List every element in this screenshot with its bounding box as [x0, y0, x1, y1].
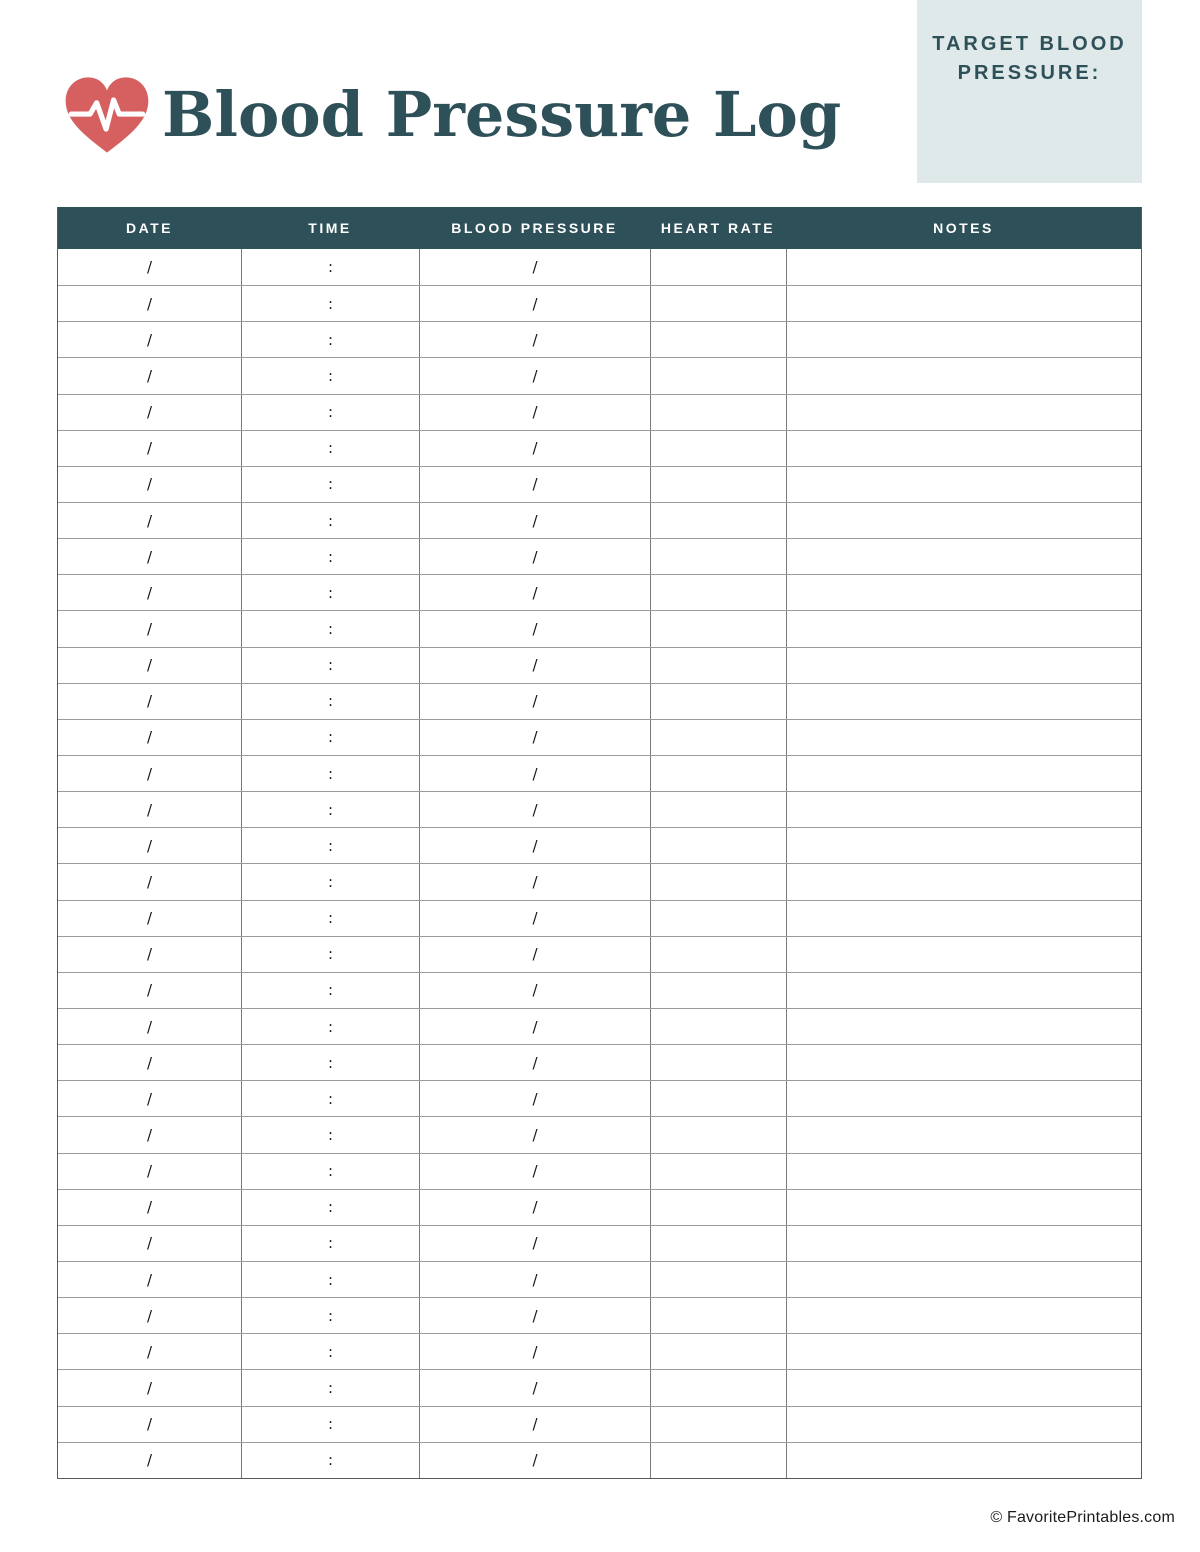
- date-cell: /: [146, 1017, 153, 1036]
- notes-cell: [786, 684, 1141, 719]
- table-row: [58, 1116, 1141, 1152]
- column-header-time: TIME: [308, 220, 352, 236]
- date-cell: /: [146, 945, 153, 964]
- notes-cell: [786, 1262, 1141, 1297]
- heart-rate-cell: [650, 1370, 786, 1405]
- time-cell: :: [241, 358, 419, 393]
- blood-pressure-cell: /: [419, 973, 650, 1008]
- table-row: [58, 1153, 1141, 1189]
- notes-cell: [786, 1226, 1141, 1261]
- blood-pressure-cell: /: [419, 539, 650, 574]
- date-cell: /: [146, 439, 153, 458]
- heart-rate-cell: [650, 792, 786, 827]
- column-header-heart-rate: HEART RATE: [660, 220, 776, 236]
- notes-cell: [786, 937, 1141, 972]
- heart-rate-cell: [650, 1407, 786, 1442]
- blood-pressure-cell: /: [419, 901, 650, 936]
- heart-rate-cell: [650, 1117, 786, 1152]
- table-row: [58, 1333, 1141, 1369]
- blood-pressure-cell: /: [419, 1334, 650, 1369]
- date-cell: /: [146, 1415, 153, 1434]
- table-row: [58, 900, 1141, 936]
- heart-rate-cell: [650, 431, 786, 466]
- date-cell: /: [146, 511, 153, 530]
- table-row: [58, 1044, 1141, 1080]
- column-header-notes: NOTES: [933, 220, 994, 236]
- table-row: [58, 1297, 1141, 1333]
- notes-cell: [786, 1407, 1141, 1442]
- heart-rate-cell: [650, 575, 786, 610]
- time-cell: :: [241, 1081, 419, 1116]
- time-cell: :: [241, 395, 419, 430]
- target-blood-pressure-box: [917, 0, 1142, 183]
- date-cell: /: [146, 1306, 153, 1325]
- heart-rate-cell: [650, 1190, 786, 1225]
- notes-cell: [786, 792, 1141, 827]
- heart-rate-cell: [650, 684, 786, 719]
- date-cell: /: [146, 583, 153, 602]
- notes-cell: [786, 720, 1141, 755]
- table-row: [58, 683, 1141, 719]
- blood-pressure-cell: /: [419, 828, 650, 863]
- heart-rate-cell: [650, 1226, 786, 1261]
- table-row: [58, 1008, 1141, 1044]
- time-cell: :: [241, 973, 419, 1008]
- heart-rate-cell: [650, 322, 786, 357]
- heart-rate-cell: [650, 756, 786, 791]
- date-cell: /: [146, 294, 153, 313]
- date-cell: /: [146, 728, 153, 747]
- blood-pressure-cell: /: [419, 395, 650, 430]
- heart-pulse-icon: [60, 72, 154, 158]
- date-cell: /: [146, 836, 153, 855]
- notes-cell: [786, 901, 1141, 936]
- notes-cell: [786, 828, 1141, 863]
- date-cell: /: [146, 1053, 153, 1072]
- blood-pressure-cell: /: [419, 1262, 650, 1297]
- heart-rate-cell: [650, 901, 786, 936]
- time-cell: :: [241, 1334, 419, 1369]
- notes-cell: [786, 1334, 1141, 1369]
- notes-cell: [786, 1009, 1141, 1044]
- time-cell: :: [241, 322, 419, 357]
- copyright-text: © FavoritePrintables.com: [990, 1509, 1175, 1526]
- table-row: [58, 791, 1141, 827]
- table-row: [58, 936, 1141, 972]
- table-row: [58, 863, 1141, 899]
- time-cell: :: [241, 901, 419, 936]
- date-cell: /: [146, 1270, 153, 1289]
- column-header-date: DATE: [125, 220, 174, 236]
- heart-rate-cell: [650, 1081, 786, 1116]
- blood-pressure-cell: /: [419, 756, 650, 791]
- table-header-row: [58, 207, 1141, 249]
- time-cell: :: [241, 1298, 419, 1333]
- notes-cell: [786, 864, 1141, 899]
- time-cell: :: [241, 1045, 419, 1080]
- time-cell: :: [241, 1154, 419, 1189]
- heart-rate-cell: [650, 611, 786, 646]
- brand-header: [60, 72, 841, 158]
- time-cell: :: [241, 720, 419, 755]
- blood-pressure-cell: /: [419, 864, 650, 899]
- time-cell: :: [241, 937, 419, 972]
- heart-rate-cell: [650, 539, 786, 574]
- date-cell: /: [146, 1451, 153, 1470]
- blood-pressure-cell: /: [419, 467, 650, 502]
- date-cell: /: [146, 1234, 153, 1253]
- date-cell: /: [146, 1342, 153, 1361]
- column-header-blood-pressure: BLOOD PRESSURE: [451, 220, 618, 236]
- date-cell: /: [146, 258, 153, 277]
- blood-pressure-cell: /: [419, 1154, 650, 1189]
- blood-pressure-cell: /: [419, 1190, 650, 1225]
- table-body: [58, 249, 1141, 1478]
- heart-rate-cell: [650, 1298, 786, 1333]
- notes-cell: [786, 249, 1141, 285]
- notes-cell: [786, 575, 1141, 610]
- date-cell: /: [146, 330, 153, 349]
- table-row: [58, 1225, 1141, 1261]
- notes-cell: [786, 1370, 1141, 1405]
- notes-cell: [786, 286, 1141, 321]
- heart-rate-cell: [650, 828, 786, 863]
- blood-pressure-cell: /: [419, 648, 650, 683]
- notes-cell: [786, 539, 1141, 574]
- heart-rate-cell: [650, 1009, 786, 1044]
- date-cell: /: [146, 547, 153, 566]
- blood-pressure-cell: /: [419, 286, 650, 321]
- table-row: [58, 321, 1141, 357]
- table-row: [58, 1442, 1141, 1478]
- table-row: [58, 1189, 1141, 1225]
- table-row: [58, 1369, 1141, 1405]
- table-row: [58, 502, 1141, 538]
- time-cell: :: [241, 792, 419, 827]
- table-row: [58, 972, 1141, 1008]
- time-cell: :: [241, 1190, 419, 1225]
- table-row: [58, 538, 1141, 574]
- table-row: [58, 357, 1141, 393]
- blood-pressure-cell: /: [419, 1298, 650, 1333]
- time-cell: :: [241, 431, 419, 466]
- date-cell: /: [146, 872, 153, 891]
- time-cell: :: [241, 1443, 419, 1478]
- heart-rate-cell: [650, 864, 786, 899]
- notes-cell: [786, 467, 1141, 502]
- table-row: [58, 394, 1141, 430]
- table-row: [58, 1406, 1141, 1442]
- table-row: [58, 249, 1141, 285]
- time-cell: :: [241, 1117, 419, 1152]
- table-row: [58, 285, 1141, 321]
- time-cell: :: [241, 503, 419, 538]
- time-cell: :: [241, 648, 419, 683]
- date-cell: /: [146, 656, 153, 675]
- table-row: [58, 1080, 1141, 1116]
- heart-rate-cell: [650, 720, 786, 755]
- date-cell: /: [146, 1198, 153, 1217]
- notes-cell: [786, 1117, 1141, 1152]
- blood-pressure-cell: /: [419, 1370, 650, 1405]
- notes-cell: [786, 1190, 1141, 1225]
- time-cell: :: [241, 539, 419, 574]
- heart-rate-cell: [650, 286, 786, 321]
- table-row: [58, 430, 1141, 466]
- heart-rate-cell: [650, 503, 786, 538]
- date-cell: /: [146, 1162, 153, 1181]
- bp-log-table: [57, 207, 1142, 1479]
- table-row: [58, 1261, 1141, 1297]
- blood-pressure-cell: /: [419, 1117, 650, 1152]
- date-cell: /: [146, 981, 153, 1000]
- table-row: [58, 827, 1141, 863]
- blood-pressure-cell: /: [419, 1045, 650, 1080]
- date-cell: /: [146, 909, 153, 928]
- heart-rate-cell: [650, 1045, 786, 1080]
- heart-rate-cell: [650, 1334, 786, 1369]
- time-cell: :: [241, 1009, 419, 1044]
- table-row: [58, 719, 1141, 755]
- notes-cell: [786, 1154, 1141, 1189]
- date-cell: /: [146, 1378, 153, 1397]
- heart-rate-cell: [650, 1262, 786, 1297]
- target-blood-pressure-label: TARGET BLOOD PRESSURE:: [932, 33, 1127, 84]
- heart-rate-cell: [650, 937, 786, 972]
- time-cell: :: [241, 1407, 419, 1442]
- blood-pressure-cell: /: [419, 503, 650, 538]
- time-cell: :: [241, 828, 419, 863]
- blood-pressure-cell: /: [419, 937, 650, 972]
- notes-cell: [786, 648, 1141, 683]
- notes-cell: [786, 1081, 1141, 1116]
- blood-pressure-cell: /: [419, 322, 650, 357]
- notes-cell: [786, 1045, 1141, 1080]
- notes-cell: [786, 358, 1141, 393]
- blood-pressure-cell: /: [419, 1009, 650, 1044]
- notes-cell: [786, 1298, 1141, 1333]
- date-cell: /: [146, 366, 153, 385]
- time-cell: :: [241, 684, 419, 719]
- time-cell: :: [241, 611, 419, 646]
- heart-rate-cell: [650, 1443, 786, 1478]
- blood-pressure-cell: /: [419, 792, 650, 827]
- heart-rate-cell: [650, 648, 786, 683]
- page-title: Blood Pressure Log: [162, 78, 842, 151]
- blood-pressure-cell: /: [419, 1443, 650, 1478]
- table-row: [58, 466, 1141, 502]
- heart-rate-cell: [650, 395, 786, 430]
- time-cell: :: [241, 864, 419, 899]
- time-cell: :: [241, 1370, 419, 1405]
- table-row: [58, 755, 1141, 791]
- notes-cell: [786, 431, 1141, 466]
- date-cell: /: [146, 619, 153, 638]
- time-cell: :: [241, 249, 419, 285]
- notes-cell: [786, 756, 1141, 791]
- heart-rate-cell: [650, 973, 786, 1008]
- date-cell: /: [146, 764, 153, 783]
- blood-pressure-cell: /: [419, 431, 650, 466]
- date-cell: /: [146, 692, 153, 711]
- time-cell: :: [241, 1226, 419, 1261]
- table-row: [58, 647, 1141, 683]
- notes-cell: [786, 611, 1141, 646]
- time-cell: :: [241, 467, 419, 502]
- blood-pressure-cell: /: [419, 358, 650, 393]
- blood-pressure-cell: /: [419, 575, 650, 610]
- time-cell: :: [241, 575, 419, 610]
- table-row: [58, 610, 1141, 646]
- notes-cell: [786, 973, 1141, 1008]
- notes-cell: [786, 503, 1141, 538]
- heart-rate-cell: [650, 358, 786, 393]
- heart-rate-cell: [650, 249, 786, 285]
- blood-pressure-cell: /: [419, 684, 650, 719]
- date-cell: /: [146, 403, 153, 422]
- notes-cell: [786, 322, 1141, 357]
- heart-rate-cell: [650, 467, 786, 502]
- blood-pressure-cell: /: [419, 249, 650, 285]
- date-cell: /: [146, 1089, 153, 1108]
- date-cell: /: [146, 475, 153, 494]
- table-row: [58, 574, 1141, 610]
- blood-pressure-cell: /: [419, 1226, 650, 1261]
- blood-pressure-cell: /: [419, 611, 650, 646]
- blood-pressure-cell: /: [419, 720, 650, 755]
- heart-rate-cell: [650, 1154, 786, 1189]
- blood-pressure-cell: /: [419, 1081, 650, 1116]
- notes-cell: [786, 1443, 1141, 1478]
- date-cell: /: [146, 800, 153, 819]
- blood-pressure-cell: /: [419, 1407, 650, 1442]
- date-cell: /: [146, 1125, 153, 1144]
- time-cell: :: [241, 756, 419, 791]
- notes-cell: [786, 395, 1141, 430]
- time-cell: :: [241, 1262, 419, 1297]
- time-cell: :: [241, 286, 419, 321]
